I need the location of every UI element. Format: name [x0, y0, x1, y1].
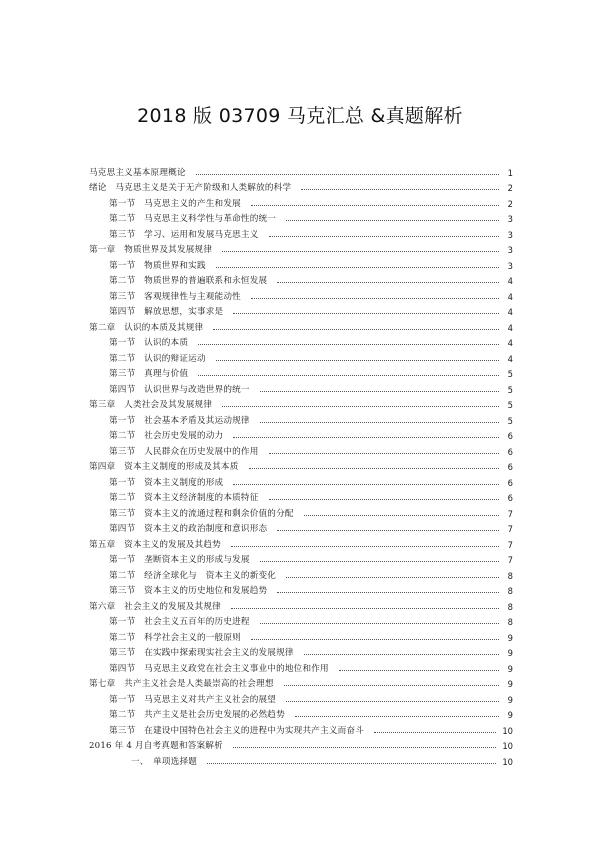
toc-entry-page-number: 7 [507, 555, 513, 565]
toc-entry-page-number: 6 [507, 493, 513, 503]
dot-leader [251, 639, 499, 640]
toc-entry-label: 第二节 物质世界的普遍联系和永恒发展 [109, 276, 268, 286]
dot-leader [231, 608, 499, 609]
toc-entry-label: 第一节 资本主义制度的形成 [109, 477, 224, 488]
toc-entry-label: 第二节 资本主义经济制度的本质特征 [109, 493, 259, 503]
toc-entry-label: 第二节 社会历史发展的动力 [109, 431, 224, 441]
dot-leader [260, 422, 499, 423]
toc-entry[interactable] [89, 427, 513, 443]
toc-entry-label: 第三节 客观规律性与主观能动性 [109, 291, 241, 302]
toc-entry-page-number: 7 [507, 539, 513, 550]
toc-entry-label: 第四节 解放思想，实事求是 [109, 307, 224, 317]
dot-leader [231, 546, 499, 547]
toc-entry-page-number: 9 [507, 694, 513, 705]
dot-leader [260, 391, 499, 392]
toc-entry-page-number: 4 [507, 307, 513, 317]
toc-entry-label: 第三节 在实践中探索现实社会主义的发展规律 [109, 648, 294, 658]
toc-entry[interactable] [89, 690, 513, 706]
toc-entry-label: 第五章 资本主义的发展及其趋势 [89, 539, 221, 550]
dot-leader [222, 251, 499, 252]
toc-entry-page-number: 4 [507, 322, 513, 333]
toc-entry-page-number: 10 [502, 756, 513, 767]
toc-entry-page-number: 8 [507, 617, 513, 627]
toc-entry-page-number: 3 [507, 245, 513, 255]
toc-entry-label: 第六章 社会主义的发展及其规律 [89, 601, 221, 612]
toc-entry-label: 第七章 共产主义社会是人类最崇高的社会理想 [89, 679, 274, 689]
dot-leader [374, 732, 496, 733]
dot-leader [295, 716, 499, 717]
toc-entry-label: 绪论 马克思主义是关于无产阶级和人类解放的科学 [89, 183, 292, 193]
toc-entry-page-number: 7 [507, 508, 513, 519]
toc-entry-label: 第一节 物质世界和实践 [109, 260, 206, 271]
toc-entry-page-number: 8 [507, 570, 513, 581]
toc-entry-page-number: 5 [507, 400, 513, 410]
toc-entry-label: 第三节 资本主义的流通过程和剩余价值的分配 [109, 508, 294, 519]
toc-entry-page-number: 6 [507, 431, 513, 441]
toc-entry[interactable] [89, 721, 513, 737]
toc-entry-label: 第三节 人民群众在历史发展中的作用 [109, 446, 259, 457]
toc-entry-page-number: 8 [507, 601, 513, 612]
toc-entry[interactable] [89, 225, 513, 241]
toc-entry-label: 2016 年 4 月自考真题和答案解析 [89, 741, 223, 751]
toc-entry-label: 第一节 马克思主义的产生和发展 [109, 198, 241, 209]
toc-entry-label: 第三章 人类社会及其发展规律 [89, 400, 213, 410]
toc-entry-page-number: 10 [502, 741, 513, 751]
toc-entry-label: 第二节 共产主义是社会历史发展的必然趋势 [109, 710, 285, 720]
dot-leader [233, 437, 499, 438]
toc-entry-page-number: 5 [507, 384, 513, 395]
toc-entry[interactable] [89, 442, 513, 458]
dot-leader [198, 344, 499, 345]
toc-entry-label: 第三节 在建设中国特色社会主义的进程中为实现共产主义而奋斗 [109, 725, 365, 736]
dot-leader [301, 189, 499, 190]
dot-leader [260, 561, 499, 562]
toc-entry-page-number: 9 [507, 663, 513, 674]
toc-entry-label: 第四节 资本主义的政治制度和意识形态 [109, 524, 268, 534]
toc-entry[interactable] [89, 566, 513, 582]
toc-entry[interactable] [89, 287, 513, 303]
dot-leader [277, 530, 499, 531]
dot-leader [284, 685, 499, 686]
toc-entry[interactable] [89, 365, 513, 381]
toc-entry-page-number: 9 [507, 710, 513, 720]
dot-leader [249, 468, 500, 469]
toc-entry-label: 第三节 资本主义的历史地位和发展趋势 [109, 586, 268, 596]
toc-entry[interactable] [89, 318, 513, 334]
toc-entry-page-number: 4 [507, 291, 513, 302]
toc-entry-label: 第四章 资本主义制度的形成及其本质 [89, 462, 239, 472]
toc-entry-page-number: 3 [507, 229, 513, 240]
dot-leader [251, 205, 499, 206]
toc-entry[interactable] [89, 644, 513, 660]
toc-entry[interactable] [89, 489, 513, 505]
toc-entry[interactable] [89, 163, 513, 179]
toc-entry[interactable] [89, 396, 513, 412]
toc-entry-page-number: 6 [507, 462, 513, 472]
dot-leader [233, 313, 499, 314]
toc-entry-label: 第一节 社会基本矛盾及其运动规律 [109, 415, 250, 426]
table-of-contents [89, 163, 513, 768]
toc-entry[interactable] [89, 334, 513, 350]
toc-entry-label: 一、 单项选择题 [131, 756, 198, 767]
dot-leader [286, 701, 499, 702]
toc-entry[interactable] [89, 628, 513, 644]
page-title: 2018 版 03709 马克汇总 &真题解析 [137, 105, 463, 127]
dot-leader [198, 375, 499, 376]
dot-leader [339, 670, 499, 671]
dot-leader [233, 747, 496, 748]
toc-entry-page-number: 8 [507, 586, 513, 596]
toc-entry[interactable] [89, 303, 513, 319]
toc-entry[interactable] [89, 582, 513, 598]
toc-entry-page-number: 7 [507, 524, 513, 534]
toc-entry-page-number: 10 [502, 725, 513, 736]
toc-entry-page-number: 4 [507, 353, 513, 364]
toc-entry[interactable] [89, 473, 513, 489]
dot-leader [233, 484, 499, 485]
toc-entry[interactable] [89, 272, 513, 288]
toc-entry-page-number: 5 [507, 415, 513, 426]
toc-entry-label: 马克思主义基本原理概论 [89, 167, 186, 178]
toc-entry-page-number: 5 [507, 369, 513, 379]
toc-entry[interactable] [89, 613, 513, 629]
toc-entry-page-number: 6 [507, 446, 513, 457]
toc-entry[interactable] [89, 675, 513, 691]
toc-entry[interactable] [89, 210, 513, 226]
toc-entry[interactable] [89, 411, 513, 427]
toc-entry[interactable] [89, 659, 513, 675]
toc-entry-label: 第一章 物质世界及其发展规律 [89, 245, 213, 255]
toc-entry-page-number: 9 [507, 632, 513, 643]
dot-leader [207, 763, 496, 764]
toc-entry-label: 第二章 认识的本质及其规律 [89, 322, 204, 333]
toc-entry[interactable] [89, 597, 513, 613]
toc-entry-page-number: 3 [507, 214, 513, 224]
toc-entry[interactable] [89, 194, 513, 210]
dot-leader [269, 236, 500, 237]
toc-entry[interactable] [89, 535, 513, 551]
toc-entry[interactable] [89, 458, 513, 474]
toc-entry[interactable] [89, 706, 513, 722]
toc-entry-page-number: 4 [507, 338, 513, 348]
toc-entry-label: 第三节 学习、运用和发展马克思主义 [109, 229, 259, 240]
toc-entry-label: 第四节 认识世界与改造世界的统一 [109, 384, 250, 395]
dot-leader [251, 298, 499, 299]
toc-entry[interactable] [89, 349, 513, 365]
dot-leader [286, 577, 499, 578]
toc-entry-label: 第四节 马克思主义政党在社会主义事业中的地位和作用 [109, 663, 329, 674]
toc-entry-label: 第二节 马克思主义科学性与革命性的统一 [109, 214, 277, 224]
toc-entry[interactable] [89, 737, 513, 753]
toc-entry[interactable] [89, 551, 513, 567]
toc-entry-page-number: 3 [507, 260, 513, 271]
toc-entry-label: 第三节 真理与价值 [109, 369, 189, 379]
toc-entry-page-number: 9 [507, 679, 513, 689]
dot-leader [304, 654, 499, 655]
dot-leader [222, 406, 499, 407]
toc-entry-page-number: 1 [507, 167, 513, 178]
toc-entry-label: 第一节 社会主义五百年的历史进程 [109, 617, 250, 627]
toc-entry-label: 第二节 科学社会主义的一般原则 [109, 632, 241, 643]
dot-leader [269, 453, 500, 454]
dot-leader [216, 267, 499, 268]
toc-entry-label: 第一节 垄断资本主义的形成与发展 [109, 555, 250, 565]
dot-leader [269, 499, 500, 500]
dot-leader [213, 329, 499, 330]
toc-entry-page-number: 6 [507, 477, 513, 488]
toc-entry-page-number: 4 [507, 276, 513, 286]
toc-entry[interactable] [89, 520, 513, 536]
toc-entry[interactable] [89, 179, 513, 195]
toc-entry[interactable] [89, 752, 513, 768]
toc-entry-label: 第二节 认识的辩证运动 [109, 353, 206, 364]
toc-entry-page-number: 2 [507, 183, 513, 193]
toc-entry-page-number: 2 [507, 198, 513, 209]
dot-leader [260, 623, 499, 624]
toc-entry[interactable] [89, 504, 513, 520]
toc-entry[interactable] [89, 256, 513, 272]
toc-entry[interactable] [89, 241, 513, 257]
dot-leader [277, 282, 499, 283]
dot-leader [304, 515, 499, 516]
dot-leader [277, 592, 499, 593]
toc-entry[interactable] [89, 380, 513, 396]
toc-entry-page-number: 9 [507, 648, 513, 658]
toc-entry-label: 第一节 认识的本质 [109, 338, 189, 348]
dot-leader [216, 360, 499, 361]
toc-entry-label: 第二节 经济全球化与 资本主义的新变化 [109, 570, 277, 581]
toc-entry-label: 第一节 马克思主义对共产主义社会的展望 [109, 694, 277, 705]
dot-leader [196, 174, 499, 175]
dot-leader [286, 220, 499, 221]
